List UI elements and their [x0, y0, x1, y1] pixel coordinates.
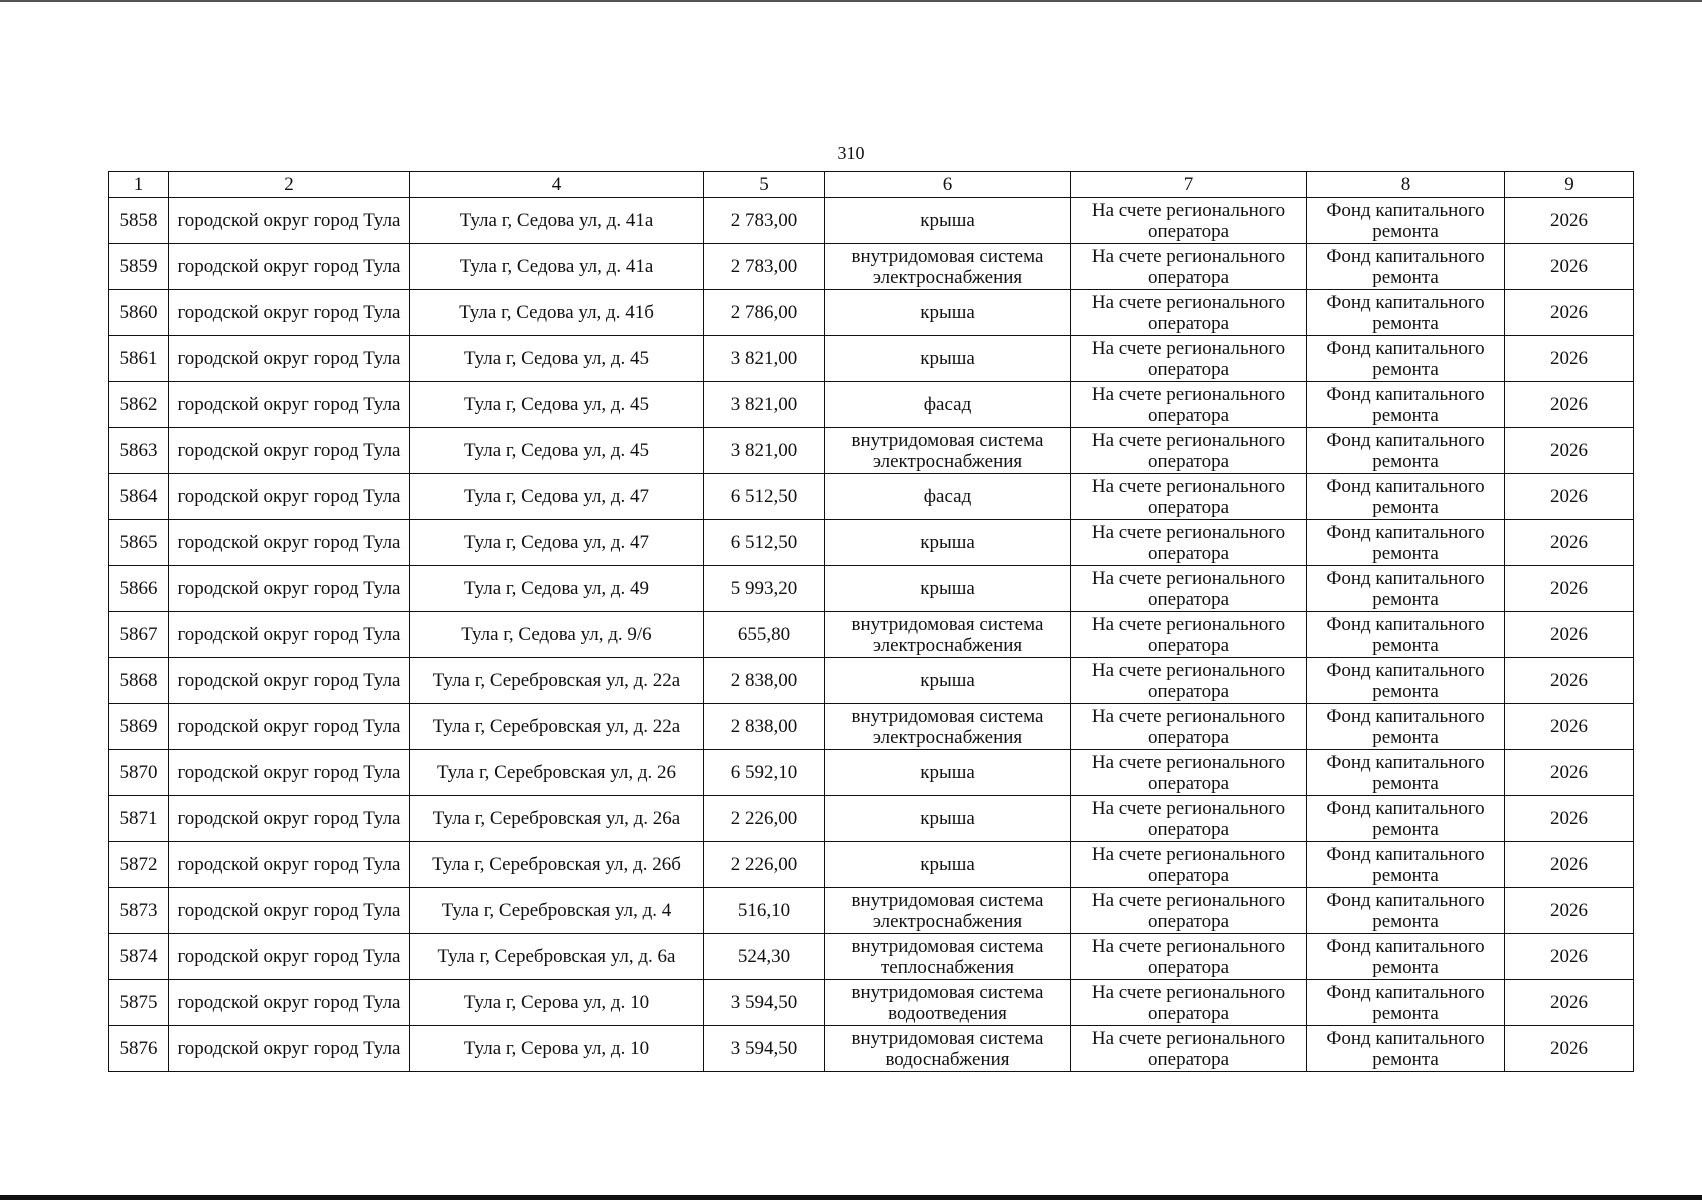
fund-account-cell: На счете регионального оператора — [1071, 244, 1307, 290]
municipality-cell: городской округ город Тула — [169, 566, 410, 612]
funding-source-cell: Фонд капитального ремонта — [1307, 934, 1505, 980]
year-cell: 2026 — [1505, 842, 1634, 888]
table-row — [109, 290, 1634, 336]
column-header-5: 5 — [704, 172, 825, 198]
fund-account-cell: На счете регионального оператора — [1071, 704, 1307, 750]
table-row — [109, 842, 1634, 888]
work-type-cell: крыша — [825, 658, 1071, 704]
municipality-cell: городской округ город Тула — [169, 980, 410, 1026]
table-row — [109, 888, 1634, 934]
work-type-cell: крыша — [825, 290, 1071, 336]
municipality-cell: городской округ город Тула — [169, 520, 410, 566]
municipality-cell: городской округ город Тула — [169, 198, 410, 244]
work-type-cell: крыша — [825, 520, 1071, 566]
year-cell: 2026 — [1505, 244, 1634, 290]
funding-source-cell: Фонд капитального ремонта — [1307, 382, 1505, 428]
year-cell: 2026 — [1505, 658, 1634, 704]
address-cell: Тула г, Серова ул, д. 10 — [410, 1026, 704, 1072]
year-cell: 2026 — [1505, 1026, 1634, 1072]
municipality-cell: городской округ город Тула — [169, 934, 410, 980]
fund-account-cell: На счете регионального оператора — [1071, 842, 1307, 888]
fund-account-cell: На счете регионального оператора — [1071, 612, 1307, 658]
funding-source-cell: Фонд капитального ремонта — [1307, 474, 1505, 520]
row-number-cell: 5868 — [109, 658, 169, 704]
year-cell: 2026 — [1505, 382, 1634, 428]
row-number-cell: 5867 — [109, 612, 169, 658]
funding-source-cell: Фонд капитального ремонта — [1307, 704, 1505, 750]
municipality-cell: городской округ город Тула — [169, 750, 410, 796]
row-number-cell: 5859 — [109, 244, 169, 290]
municipality-cell: городской округ город Тула — [169, 244, 410, 290]
table-row — [109, 658, 1634, 704]
table-row — [109, 796, 1634, 842]
area-cell: 516,10 — [704, 888, 825, 934]
funding-source-cell: Фонд капитального ремонта — [1307, 566, 1505, 612]
area-cell: 2 838,00 — [704, 704, 825, 750]
row-number-cell: 5863 — [109, 428, 169, 474]
row-number-cell: 5876 — [109, 1026, 169, 1072]
fund-account-cell: На счете регионального оператора — [1071, 198, 1307, 244]
work-type-cell: внутридомовая система электроснабжения — [825, 888, 1071, 934]
work-type-cell: внутридомовая система электроснабжения — [825, 428, 1071, 474]
fund-account-cell: На счете регионального оператора — [1071, 934, 1307, 980]
address-cell: Тула г, Седова ул, д. 41а — [410, 198, 704, 244]
row-number-cell: 5858 — [109, 198, 169, 244]
row-number-cell: 5874 — [109, 934, 169, 980]
column-header-4: 4 — [410, 172, 704, 198]
municipality-cell: городской округ город Тула — [169, 1026, 410, 1072]
area-cell: 3 594,50 — [704, 1026, 825, 1072]
municipality-cell: городской округ город Тула — [169, 612, 410, 658]
table-row — [109, 474, 1634, 520]
row-number-cell: 5869 — [109, 704, 169, 750]
year-cell: 2026 — [1505, 198, 1634, 244]
area-cell: 2 838,00 — [704, 658, 825, 704]
funding-source-cell: Фонд капитального ремонта — [1307, 428, 1505, 474]
work-type-cell: внутридомовая система теплоснабжения — [825, 934, 1071, 980]
address-cell: Тула г, Серебровская ул, д. 22а — [410, 658, 704, 704]
fund-account-cell: На счете регионального оператора — [1071, 566, 1307, 612]
row-number-cell: 5862 — [109, 382, 169, 428]
address-cell: Тула г, Седова ул, д. 49 — [410, 566, 704, 612]
address-cell: Тула г, Седова ул, д. 41а — [410, 244, 704, 290]
table-header — [109, 172, 1634, 198]
area-cell: 6 512,50 — [704, 474, 825, 520]
fund-account-cell: На счете регионального оператора — [1071, 750, 1307, 796]
fund-account-cell: На счете регионального оператора — [1071, 474, 1307, 520]
row-number-cell: 5872 — [109, 842, 169, 888]
register-table — [108, 171, 1634, 1072]
fund-account-cell: На счете регионального оператора — [1071, 1026, 1307, 1072]
table-row — [109, 1026, 1634, 1072]
year-cell: 2026 — [1505, 336, 1634, 382]
column-header-1: 1 — [109, 172, 169, 198]
address-cell: Тула г, Седова ул, д. 47 — [410, 474, 704, 520]
area-cell: 524,30 — [704, 934, 825, 980]
address-cell: Тула г, Седова ул, д. 9/6 — [410, 612, 704, 658]
column-header-9: 9 — [1505, 172, 1634, 198]
municipality-cell: городской округ город Тула — [169, 428, 410, 474]
work-type-cell: фасад — [825, 382, 1071, 428]
year-cell: 2026 — [1505, 428, 1634, 474]
bottom-edge-rule — [0, 1195, 1702, 1200]
work-type-cell: фасад — [825, 474, 1071, 520]
fund-account-cell: На счете регионального оператора — [1071, 382, 1307, 428]
row-number-cell: 5870 — [109, 750, 169, 796]
address-cell: Тула г, Серебровская ул, д. 22а — [410, 704, 704, 750]
row-number-cell: 5864 — [109, 474, 169, 520]
address-cell: Тула г, Серебровская ул, д. 26б — [410, 842, 704, 888]
table-body — [109, 198, 1634, 1072]
year-cell: 2026 — [1505, 980, 1634, 1026]
top-edge-rule — [0, 0, 1702, 2]
address-cell: Тула г, Серова ул, д. 10 — [410, 980, 704, 1026]
work-type-cell: крыша — [825, 336, 1071, 382]
fund-account-cell: На счете регионального оператора — [1071, 888, 1307, 934]
row-number-cell: 5873 — [109, 888, 169, 934]
area-cell: 6 592,10 — [704, 750, 825, 796]
area-cell: 2 786,00 — [704, 290, 825, 336]
address-cell: Тула г, Серебровская ул, д. 26 — [410, 750, 704, 796]
row-number-cell: 5871 — [109, 796, 169, 842]
fund-account-cell: На счете регионального оператора — [1071, 428, 1307, 474]
fund-account-cell: На счете регионального оператора — [1071, 658, 1307, 704]
address-cell: Тула г, Седова ул, д. 45 — [410, 382, 704, 428]
funding-source-cell: Фонд капитального ремонта — [1307, 290, 1505, 336]
address-cell: Тула г, Серебровская ул, д. 26а — [410, 796, 704, 842]
area-cell: 3 821,00 — [704, 428, 825, 474]
funding-source-cell: Фонд капитального ремонта — [1307, 658, 1505, 704]
address-cell: Тула г, Седова ул, д. 45 — [410, 336, 704, 382]
fund-account-cell: На счете регионального оператора — [1071, 796, 1307, 842]
table-row — [109, 704, 1634, 750]
column-number-row — [109, 172, 1634, 198]
column-header-6: 6 — [825, 172, 1071, 198]
address-cell: Тула г, Седова ул, д. 47 — [410, 520, 704, 566]
work-type-cell: крыша — [825, 842, 1071, 888]
column-header-2: 2 — [169, 172, 410, 198]
table-row — [109, 612, 1634, 658]
table-row — [109, 198, 1634, 244]
column-header-8: 8 — [1307, 172, 1505, 198]
row-number-cell: 5860 — [109, 290, 169, 336]
municipality-cell: городской округ город Тула — [169, 796, 410, 842]
work-type-cell: крыша — [825, 796, 1071, 842]
municipality-cell: городской округ город Тула — [169, 290, 410, 336]
table-row — [109, 520, 1634, 566]
row-number-cell: 5861 — [109, 336, 169, 382]
work-type-cell: крыша — [825, 566, 1071, 612]
year-cell: 2026 — [1505, 888, 1634, 934]
year-cell: 2026 — [1505, 612, 1634, 658]
municipality-cell: городской округ город Тула — [169, 888, 410, 934]
table-row — [109, 382, 1634, 428]
fund-account-cell: На счете регионального оператора — [1071, 290, 1307, 336]
area-cell: 2 226,00 — [704, 796, 825, 842]
funding-source-cell: Фонд капитального ремонта — [1307, 520, 1505, 566]
fund-account-cell: На счете регионального оператора — [1071, 520, 1307, 566]
area-cell: 6 512,50 — [704, 520, 825, 566]
funding-source-cell: Фонд капитального ремонта — [1307, 612, 1505, 658]
year-cell: 2026 — [1505, 290, 1634, 336]
funding-source-cell: Фонд капитального ремонта — [1307, 796, 1505, 842]
funding-source-cell: Фонд капитального ремонта — [1307, 842, 1505, 888]
year-cell: 2026 — [1505, 796, 1634, 842]
area-cell: 3 821,00 — [704, 382, 825, 428]
funding-source-cell: Фонд капитального ремонта — [1307, 980, 1505, 1026]
table-row — [109, 428, 1634, 474]
area-cell: 3 821,00 — [704, 336, 825, 382]
municipality-cell: городской округ город Тула — [169, 382, 410, 428]
table-row — [109, 750, 1634, 796]
page-number: 310 — [837, 143, 865, 163]
year-cell: 2026 — [1505, 750, 1634, 796]
municipality-cell: городской округ город Тула — [169, 474, 410, 520]
address-cell: Тула г, Серебровская ул, д. 4 — [410, 888, 704, 934]
column-header-7: 7 — [1071, 172, 1307, 198]
funding-source-cell: Фонд капитального ремонта — [1307, 198, 1505, 244]
table-row — [109, 934, 1634, 980]
year-cell: 2026 — [1505, 566, 1634, 612]
area-cell: 2 783,00 — [704, 244, 825, 290]
address-cell: Тула г, Седова ул, д. 41б — [410, 290, 704, 336]
area-cell: 655,80 — [704, 612, 825, 658]
work-type-cell: внутридомовая система водоотведения — [825, 980, 1071, 1026]
work-type-cell: внутридомовая система водоснабжения — [825, 1026, 1071, 1072]
table-row — [109, 980, 1634, 1026]
funding-source-cell: Фонд капитального ремонта — [1307, 244, 1505, 290]
work-type-cell: внутридомовая система электроснабжения — [825, 244, 1071, 290]
work-type-cell: внутридомовая система электроснабжения — [825, 704, 1071, 750]
area-cell: 3 594,50 — [704, 980, 825, 1026]
address-cell: Тула г, Серебровская ул, д. 6а — [410, 934, 704, 980]
area-cell: 5 993,20 — [704, 566, 825, 612]
year-cell: 2026 — [1505, 520, 1634, 566]
funding-source-cell: Фонд капитального ремонта — [1307, 888, 1505, 934]
fund-account-cell: На счете регионального оператора — [1071, 336, 1307, 382]
funding-source-cell: Фонд капитального ремонта — [1307, 1026, 1505, 1072]
table-row — [109, 566, 1634, 612]
municipality-cell: городской округ город Тула — [169, 658, 410, 704]
address-cell: Тула г, Седова ул, д. 45 — [410, 428, 704, 474]
year-cell: 2026 — [1505, 704, 1634, 750]
year-cell: 2026 — [1505, 934, 1634, 980]
table-row — [109, 244, 1634, 290]
funding-source-cell: Фонд капитального ремонта — [1307, 750, 1505, 796]
work-type-cell: внутридомовая система электроснабжения — [825, 612, 1071, 658]
row-number-cell: 5865 — [109, 520, 169, 566]
year-cell: 2026 — [1505, 474, 1634, 520]
table-row — [109, 336, 1634, 382]
row-number-cell: 5866 — [109, 566, 169, 612]
area-cell: 2 783,00 — [704, 198, 825, 244]
work-type-cell: крыша — [825, 198, 1071, 244]
municipality-cell: городской округ город Тула — [169, 336, 410, 382]
funding-source-cell: Фонд капитального ремонта — [1307, 336, 1505, 382]
work-type-cell: крыша — [825, 750, 1071, 796]
row-number-cell: 5875 — [109, 980, 169, 1026]
municipality-cell: городской округ город Тула — [169, 704, 410, 750]
municipality-cell: городской округ город Тула — [169, 842, 410, 888]
fund-account-cell: На счете регионального оператора — [1071, 980, 1307, 1026]
area-cell: 2 226,00 — [704, 842, 825, 888]
